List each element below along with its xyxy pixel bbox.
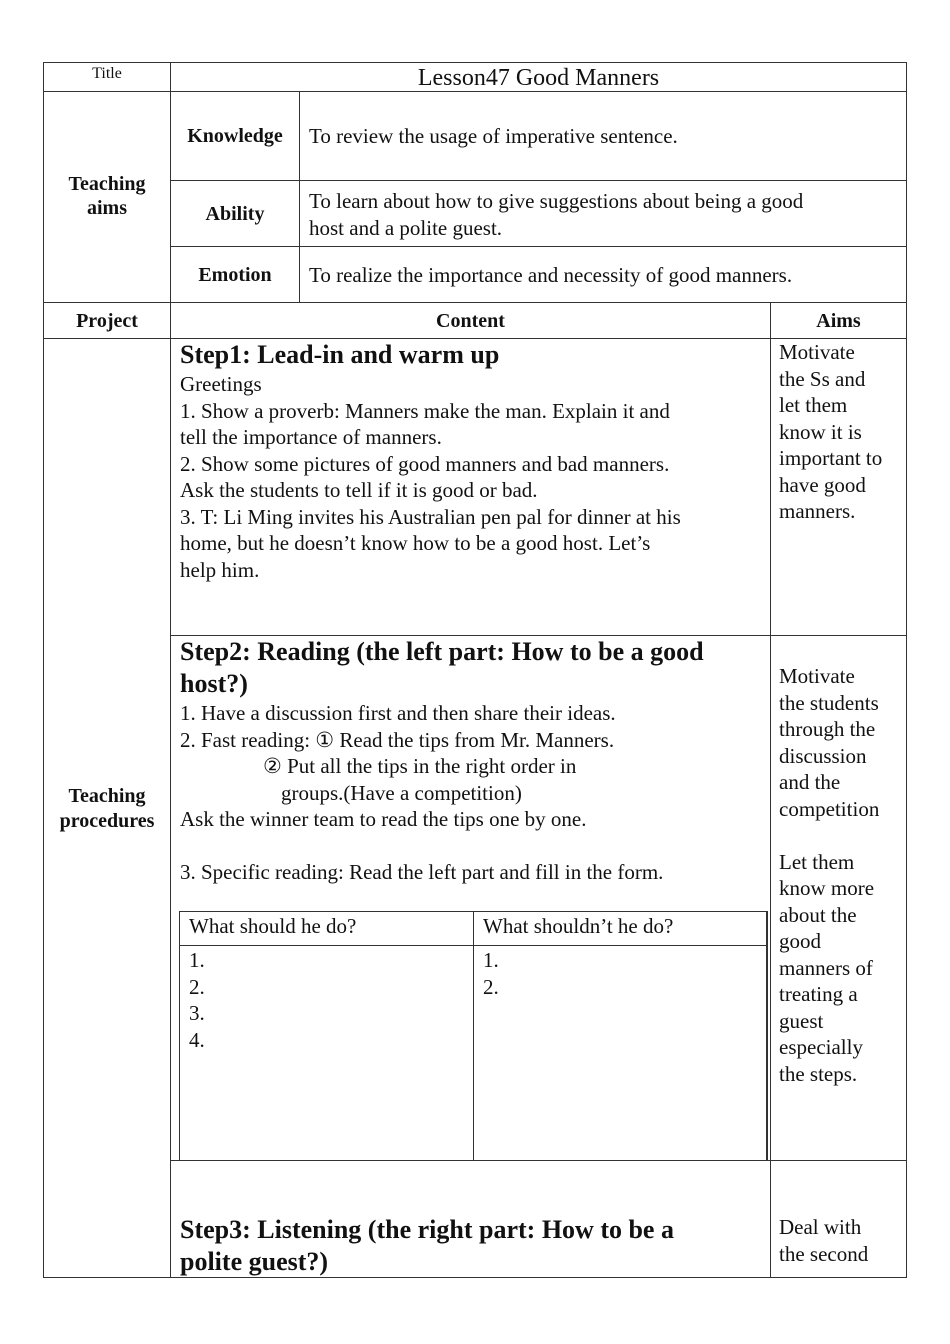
project-header: Project xyxy=(76,310,138,332)
title-label: Title xyxy=(92,65,122,82)
teaching-procedures-label-line1: Teaching xyxy=(68,785,146,807)
step1-aim-line: have good xyxy=(779,472,866,497)
rule-aims-bottom xyxy=(43,302,907,303)
teaching-aims-label-line1: Teaching xyxy=(68,173,146,195)
step1-aims xyxy=(779,339,904,525)
step1-heading: Step1: Lead-in and warm up xyxy=(180,340,500,369)
step2-line5: Ask the winner team to read the tips one by one. xyxy=(180,807,587,831)
step1-body xyxy=(180,371,765,583)
step2-aim-line: Let them xyxy=(779,849,855,874)
content-header: Content xyxy=(436,310,505,332)
step2-aim-line: manners of xyxy=(779,955,873,980)
rule-col1 xyxy=(170,62,171,1278)
ability-text xyxy=(309,188,899,241)
step2-aim-line: treating a xyxy=(779,982,858,1006)
step2-aim-line: discussion xyxy=(779,743,867,768)
step2-heading-line2: host?) xyxy=(180,669,248,698)
step2-line3: ② Put all the tips in the right order in xyxy=(263,754,577,778)
aims-header: Aims xyxy=(816,310,861,332)
lesson-title: Lesson47 Good Manners xyxy=(417,65,660,91)
rule-col2 xyxy=(770,302,771,1278)
step1-line: Greetings xyxy=(180,372,262,396)
knowledge-text: To review the usage of imperative sentence. xyxy=(309,124,678,148)
form-col1-items xyxy=(189,947,469,1053)
step2-aim-line: good xyxy=(779,929,821,953)
step3-heading-line1: Step3: Listening (the right part: How to be a xyxy=(180,1215,674,1244)
emotion-label: Emotion xyxy=(198,264,272,286)
step2-aim-line: guest xyxy=(779,1008,824,1033)
step1-line: 3. T: Li Ming invites his Australian pen pal for dinner at his xyxy=(180,504,681,529)
step2-heading-line1: Step2: Reading (the left part: How to be a good xyxy=(180,637,704,666)
step2-aim-line: know more xyxy=(779,876,875,900)
step3-aims xyxy=(779,1214,904,1267)
form-col2-items xyxy=(483,947,763,1000)
step2-form-col-rule xyxy=(473,911,474,1160)
ability-text-line1: To learn about how to give suggestions about being a good xyxy=(309,189,804,213)
step3-aim-line: the second xyxy=(779,1241,869,1266)
step1-aim-line: let them xyxy=(779,393,848,417)
step2-aim-line: the steps. xyxy=(779,1061,858,1086)
form-col2-header: What shouldn’t he do? xyxy=(483,914,674,938)
step2-aim-line: Motivate xyxy=(779,664,855,688)
step2-line4: groups.(Have a competition) xyxy=(281,780,522,805)
ability-text-line2: host and a polite guest. xyxy=(309,215,503,240)
step2-heading xyxy=(180,636,765,700)
step1-line: 1. Show a proverb: Manners make the man. Explain it and xyxy=(180,398,670,423)
step1-aim-line: manners. xyxy=(779,499,856,523)
step2-aim-line: about the xyxy=(779,902,857,927)
step2-blank-line xyxy=(180,833,765,860)
form-col1-item: 4. xyxy=(189,1027,205,1052)
step1-aim-line: important to xyxy=(779,446,883,470)
step3-aim-line: Deal with xyxy=(779,1215,862,1239)
step2-line2: 2. Fast reading: ① Read the tips from Mr. Manners. xyxy=(180,727,615,752)
emotion-text: To realize the importance and necessity of good manners. xyxy=(309,263,793,287)
form-col1-item: 2. xyxy=(189,974,205,999)
step2-aim-line: the students xyxy=(779,690,879,715)
form-col2-item: 2. xyxy=(483,974,499,999)
step3-heading-line2: polite guest?) xyxy=(180,1247,329,1276)
teaching-aims-label-line2: aims xyxy=(87,197,127,219)
step1-line: home, but he doesn’t know how to be a good host. Let’s xyxy=(180,531,651,555)
step2-aims xyxy=(779,663,904,1087)
rule-right xyxy=(906,62,907,1278)
step2-aim-blank xyxy=(779,822,904,849)
teaching-procedures-label xyxy=(44,784,170,834)
step1-aim-line: Motivate xyxy=(779,340,855,364)
step1-line: help him. xyxy=(180,557,260,582)
step1-aim-line: know it is xyxy=(779,419,862,444)
step1-line: 2. Show some pictures of good manners and bad manners. xyxy=(180,451,670,476)
step2-aim-line: competition xyxy=(779,796,880,821)
step2-line6: 3. Specific reading: Read the left part and fill in the form. xyxy=(180,860,664,884)
rule-aims-split xyxy=(299,91,300,303)
step2-aim-line: through the xyxy=(779,717,876,741)
teaching-aims-label xyxy=(44,172,170,220)
step2-aim-line: especially xyxy=(779,1035,863,1059)
step1-line: Ask the students to tell if it is good or bad. xyxy=(180,478,538,502)
form-col1-header: What should he do? xyxy=(189,914,357,938)
step1-line: tell the importance of manners. xyxy=(180,425,442,449)
teaching-procedures-label-line2: procedures xyxy=(59,810,155,832)
step2-aim-line: and the xyxy=(779,770,841,794)
rule-ability-bottom xyxy=(170,246,907,247)
rule-title-bottom xyxy=(43,91,907,92)
step3-heading xyxy=(180,1214,765,1278)
rule-left xyxy=(43,62,44,1278)
step2-body xyxy=(180,700,765,886)
step1-aim-line: the Ss and xyxy=(779,366,866,391)
form-col1-item: 3. xyxy=(189,1001,205,1025)
knowledge-label: Knowledge xyxy=(187,125,283,147)
step2-line1: 1. Have a discussion first and then share their ideas. xyxy=(180,701,616,725)
form-col2-item: 1. xyxy=(483,948,499,972)
ability-label: Ability xyxy=(205,203,265,225)
step2-form-inner-right-rule xyxy=(766,911,767,1160)
rule-knowledge-bottom xyxy=(170,180,907,181)
form-col1-item: 1. xyxy=(189,948,205,972)
